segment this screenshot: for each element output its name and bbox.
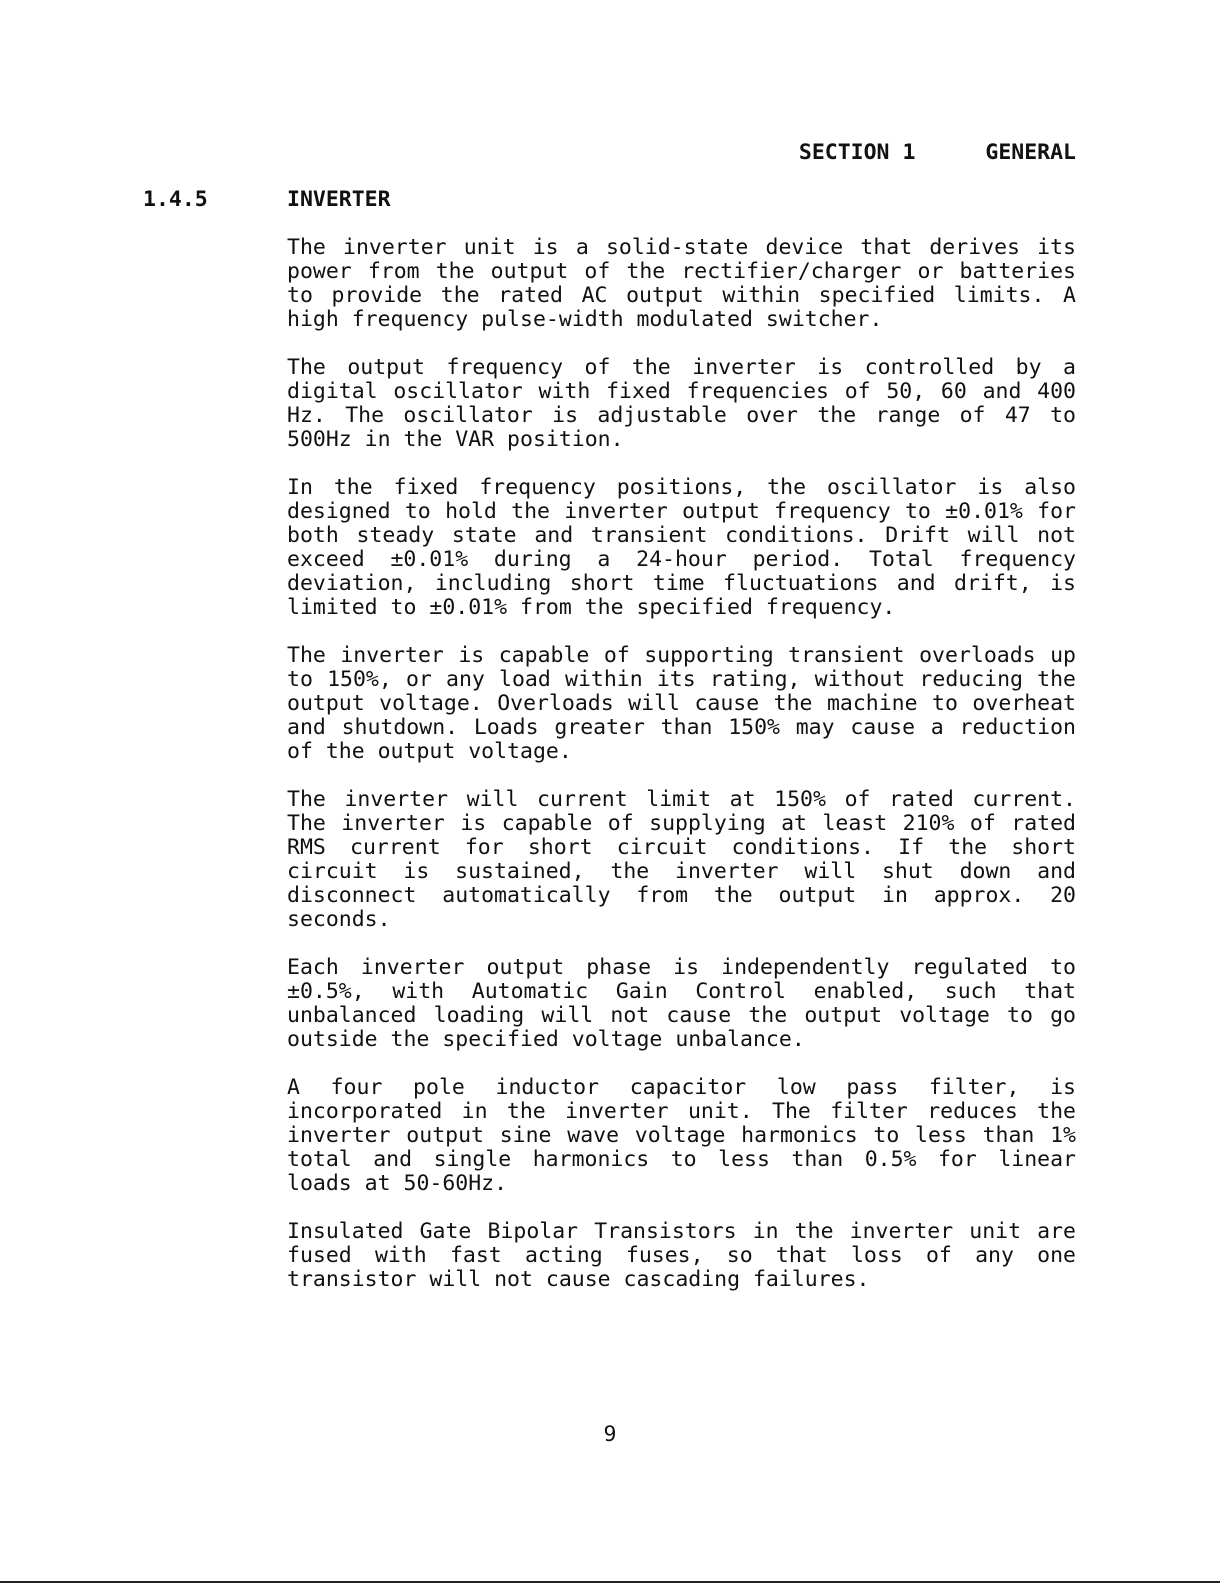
section-number: SECTION 1 <box>798 140 916 165</box>
paragraph-phase-regulation: Each inverter output phase is independently regulated to ±0.5%, with Automatic Gain Control enabled, such that unbalanced loading will not cause the output voltage to go outside the specified voltage unbalance. <box>287 955 1076 1052</box>
paragraph-igbt-fuses: Insulated Gate Bipolar Transistors in the inverter unit are fused with fast acting fuses, so that loss of any one transistor will not cause cascading failures. <box>287 1219 1076 1292</box>
page-number: 9 <box>603 1422 617 1447</box>
paragraph-low-pass-filter: A four pole inductor capacitor low pass filter, is incorporated in the inverter unit. The filter reduces the inverter output sine wave voltage harmonics to less than 1% total and single harmonics to less than 0.5% for linear loads at 50-60Hz. <box>287 1075 1076 1196</box>
paragraph-inverter-description: The inverter unit is a solid-state device that derives its power from the output of the rectifier/charger or batteries to provide the rated AC output within specified limits. A high frequency pulse-width modulated switcher. <box>287 235 1076 332</box>
paragraph-output-frequency: The output frequency of the inverter is controlled by a digital oscillator with fixed frequencies of 50, 60 and 400 Hz. The oscillator is adjustable over the range of 47 to 500Hz in the VAR position. <box>287 355 1076 452</box>
subsection-title: INVERTER <box>287 187 391 212</box>
subsection-number: 1.4.5 <box>143 187 208 212</box>
paragraph-transient-overloads: The inverter is capable of supporting transient overloads up to 150%, or any load within its rating, without reducing the output voltage. Overloads will cause the machine to overheat and shutdown. Loads greater than 150% may cause a reduction of the output voltage. <box>287 643 1076 764</box>
paragraph-fixed-frequency: In the fixed frequency positions, the oscillator is also designed to hold the inverter output frequency to ±0.01% for both steady state and transient conditions. Drift will not exceed ±0.01% during a 24-hour period. Total frequency deviation, including short time fluctuations and drift, is limited to ±0.01% from the specified frequency. <box>287 475 1076 620</box>
section-title: GENERAL <box>985 140 1076 165</box>
section-header <box>799 141 1076 165</box>
paragraph-current-limit: The inverter will current limit at 150% of rated current. The inverter is capable of supplying at least 210% of rated RMS current for short circuit conditions. If the short circuit is sustained, the inverter will shut down and disconnect automatically from the output in approx. 20 seconds. <box>287 787 1076 932</box>
body-text <box>287 236 1076 1316</box>
